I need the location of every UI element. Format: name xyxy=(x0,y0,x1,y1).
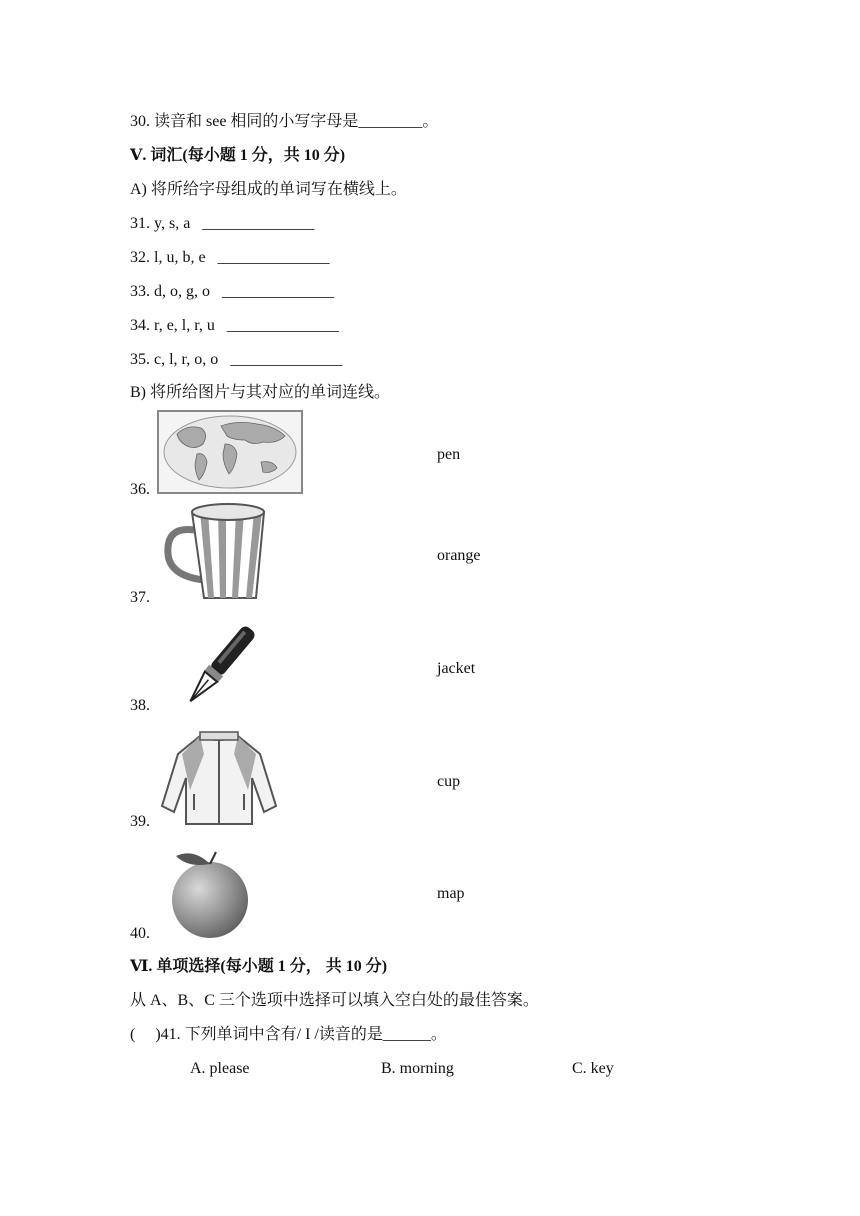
orange-fruit-icon xyxy=(170,846,256,940)
part-b-instruction: B) 将所给图片与其对应的单词连线。 xyxy=(130,384,391,401)
item-38-number: 38. xyxy=(130,697,150,714)
option-a: A. please xyxy=(190,1060,250,1077)
word-map: map xyxy=(437,885,465,902)
jacket-icon xyxy=(160,728,278,828)
world-map-icon xyxy=(157,410,303,494)
part-a-instruction: A) 将所给字母组成的单词写在横线上。 xyxy=(130,181,407,198)
word-pen: pen xyxy=(437,446,461,463)
word-jacket: jacket xyxy=(437,660,476,677)
question-35: 35. c, l, r, o, o ______________ xyxy=(130,351,343,368)
item-37-number: 37. xyxy=(130,589,150,606)
fountain-pen-icon xyxy=(178,618,262,714)
question-30: 30. 读音和 see 相同的小写字母是________。 xyxy=(130,113,439,130)
item-36-number: 36. xyxy=(130,481,150,498)
option-b: B. morning xyxy=(381,1060,454,1077)
word-orange: orange xyxy=(437,547,481,564)
item-40-number: 40. xyxy=(130,925,150,942)
question-41-stem: ( )41. 下列单词中含有/ I /读音的是______。 xyxy=(130,1026,447,1043)
striped-cup-icon xyxy=(160,502,272,606)
section-6-instruction: 从 A、B、C 三个选项中选择可以填入空白处的最佳答案。 xyxy=(130,992,539,1009)
section-6-title: Ⅵ. 单项选择(每小题 1 分， 共 10 分) xyxy=(130,958,388,975)
section-5-title: Ⅴ. 词汇(每小题 1 分，共 10 分) xyxy=(130,147,346,164)
option-c: C. key xyxy=(572,1060,614,1077)
item-39-number: 39. xyxy=(130,813,150,830)
question-32: 32. l, u, b, e ______________ xyxy=(130,249,330,266)
question-33: 33. d, o, g, o ______________ xyxy=(130,283,334,300)
word-cup: cup xyxy=(437,773,461,790)
question-31: 31. y, s, a ______________ xyxy=(130,215,315,232)
question-34: 34. r, e, l, r, u ______________ xyxy=(130,317,339,334)
